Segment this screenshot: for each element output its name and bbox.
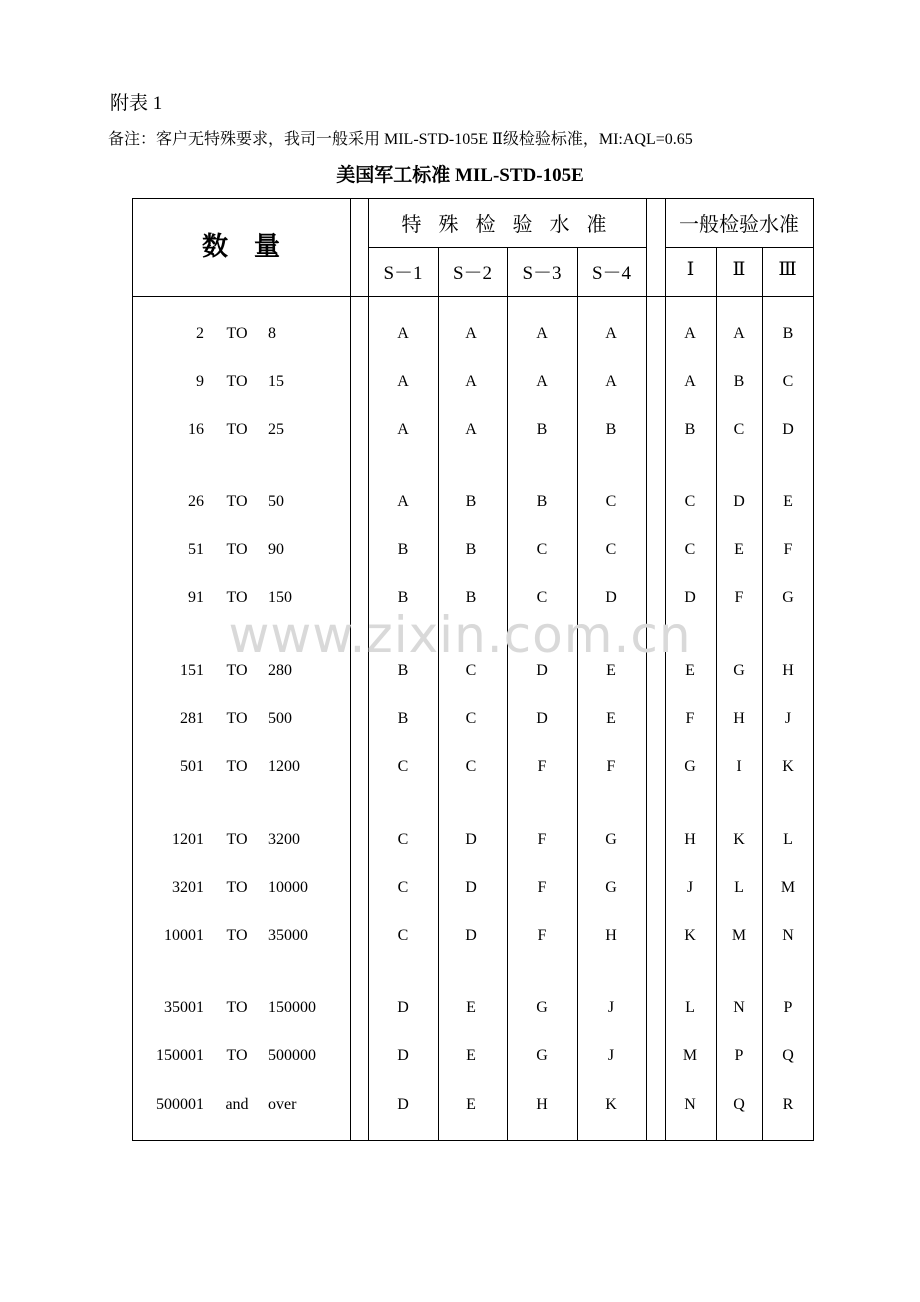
code-letter-cell: K bbox=[684, 927, 696, 944]
quantity-header: 数 量 bbox=[201, 232, 280, 261]
code-letter-cell: A bbox=[397, 325, 409, 342]
code-letter-cell: C bbox=[733, 421, 745, 438]
code-letter-cell: B bbox=[536, 493, 548, 510]
code-letter-cell: I bbox=[736, 758, 742, 775]
code-letter-cell: C bbox=[536, 589, 548, 606]
code-letter-cell: D bbox=[397, 999, 409, 1016]
code-letter-cell: L bbox=[783, 831, 793, 848]
range-to: 500000 bbox=[268, 1047, 316, 1064]
quantity-column-border bbox=[350, 198, 351, 1141]
code-letter-cell: E bbox=[466, 999, 476, 1016]
code-letter-cell: Q bbox=[782, 1047, 794, 1064]
code-letter-cell: D bbox=[782, 421, 794, 438]
code-letter-cell: D bbox=[397, 1047, 409, 1064]
code-letter-cell: E bbox=[783, 493, 793, 510]
range-from: 35001 bbox=[164, 999, 204, 1016]
code-letter-cell: M bbox=[682, 1047, 698, 1064]
code-letter-cell: F bbox=[685, 710, 695, 727]
code-letter-cell: A bbox=[465, 325, 477, 342]
level-header-s2: S－2 bbox=[452, 263, 493, 284]
range-to: 1200 bbox=[268, 758, 300, 775]
code-letter-cell: F bbox=[537, 758, 547, 775]
range-from: 26 bbox=[188, 493, 204, 510]
level-header-general-1: Ⅰ bbox=[686, 259, 695, 280]
code-letter-cell: A bbox=[536, 325, 548, 342]
code-letter-cell: R bbox=[782, 1096, 794, 1113]
code-letter-cell: C bbox=[536, 541, 548, 558]
code-letter-cell: P bbox=[783, 999, 793, 1016]
code-letter-cell: C bbox=[397, 758, 409, 775]
range-from: 16 bbox=[188, 421, 204, 438]
code-letter-cell: P bbox=[734, 1047, 744, 1064]
code-letter-cell: B bbox=[465, 541, 477, 558]
code-letter-cell: D bbox=[536, 662, 548, 679]
code-letter-cell: A bbox=[684, 373, 696, 390]
column-divider bbox=[507, 247, 508, 1141]
appendix-label: 附表 1 bbox=[110, 93, 163, 114]
range-connector: TO bbox=[226, 758, 248, 775]
range-connector: TO bbox=[226, 927, 248, 944]
code-letter-cell: K bbox=[605, 1096, 617, 1113]
range-connector: TO bbox=[226, 421, 248, 438]
general-left-border bbox=[665, 198, 666, 1141]
code-letter-cell: J bbox=[607, 1047, 615, 1064]
code-letter-cell: H bbox=[605, 927, 617, 944]
code-letter-cell: B bbox=[397, 662, 409, 679]
code-letter-cell: C bbox=[782, 373, 794, 390]
code-letter-cell: N bbox=[782, 927, 794, 944]
code-letter-cell: J bbox=[784, 710, 792, 727]
range-to: 35000 bbox=[268, 927, 308, 944]
range-connector: TO bbox=[226, 325, 248, 342]
range-from: 281 bbox=[180, 710, 204, 727]
code-letter-cell: C bbox=[684, 541, 696, 558]
code-letter-cell: D bbox=[605, 589, 617, 606]
range-to: 150 bbox=[268, 589, 292, 606]
level-header-s3: S－3 bbox=[522, 263, 562, 284]
range-to: 25 bbox=[268, 421, 284, 438]
watermark: www.zixin.com.cn bbox=[228, 606, 692, 664]
range-to: 10000 bbox=[268, 879, 308, 896]
range-connector: TO bbox=[226, 999, 248, 1016]
range-connector: TO bbox=[226, 589, 248, 606]
code-letter-cell: F bbox=[734, 589, 744, 606]
range-from: 2 bbox=[196, 325, 204, 342]
code-letter-cell: J bbox=[607, 999, 615, 1016]
code-letter-cell: E bbox=[734, 541, 744, 558]
code-letter-cell: B bbox=[465, 493, 477, 510]
range-from: 3201 bbox=[172, 879, 204, 896]
level-header-general-2: Ⅱ bbox=[732, 259, 746, 280]
column-divider bbox=[438, 247, 439, 1141]
code-letter-cell: H bbox=[684, 831, 696, 848]
range-connector: TO bbox=[226, 541, 248, 558]
general-subheader-border bbox=[665, 247, 814, 248]
code-letter-cell: G bbox=[536, 999, 548, 1016]
range-from: 500001 bbox=[156, 1096, 204, 1113]
code-letter-cell: G bbox=[605, 831, 617, 848]
range-connector: and bbox=[225, 1096, 249, 1113]
code-letter-cell: K bbox=[733, 831, 745, 848]
code-letter-cell: E bbox=[466, 1047, 476, 1064]
code-letter-cell: F bbox=[537, 831, 547, 848]
code-letter-cell: A bbox=[465, 373, 477, 390]
code-letter-cell: H bbox=[536, 1096, 548, 1113]
table-right-border bbox=[813, 198, 814, 1141]
code-letter-cell: H bbox=[733, 710, 745, 727]
code-letter-cell: B bbox=[465, 589, 477, 606]
range-from: 91 bbox=[188, 589, 204, 606]
code-letter-cell: C bbox=[605, 541, 617, 558]
range-from: 9 bbox=[196, 373, 204, 390]
code-letter-cell: H bbox=[782, 662, 794, 679]
code-letter-cell: N bbox=[684, 1096, 696, 1113]
column-divider bbox=[762, 247, 763, 1141]
range-to: 500 bbox=[268, 710, 292, 727]
code-letter-cell: C bbox=[684, 493, 696, 510]
code-letter-cell: C bbox=[397, 927, 409, 944]
code-letter-cell: Q bbox=[733, 1096, 745, 1113]
code-letter-cell: F bbox=[606, 758, 616, 775]
general-level-header: 一般检验水准 bbox=[679, 214, 799, 236]
code-letter-cell: A bbox=[605, 325, 617, 342]
code-letter-cell: F bbox=[537, 927, 547, 944]
table-left-border bbox=[132, 198, 133, 1141]
code-letter-cell: B bbox=[605, 421, 617, 438]
special-level-header: 特 殊 检 验 水 准 bbox=[401, 214, 613, 236]
code-letter-cell: L bbox=[734, 879, 744, 896]
range-to: 50 bbox=[268, 493, 284, 510]
code-letter-cell: D bbox=[465, 879, 477, 896]
code-letter-cell: D bbox=[733, 493, 745, 510]
range-connector: TO bbox=[226, 662, 248, 679]
code-letter-cell: G bbox=[536, 1047, 548, 1064]
code-letter-cell: B bbox=[397, 541, 409, 558]
code-letter-cell: L bbox=[685, 999, 695, 1016]
range-connector: TO bbox=[226, 373, 248, 390]
code-letter-cell: G bbox=[605, 879, 617, 896]
code-letter-cell: C bbox=[465, 758, 477, 775]
range-from: 150001 bbox=[156, 1047, 204, 1064]
range-to: 150000 bbox=[268, 999, 316, 1016]
range-to: over bbox=[268, 1096, 297, 1113]
code-letter-cell: A bbox=[397, 493, 409, 510]
special-left-border bbox=[368, 198, 369, 1141]
header-bottom-border bbox=[132, 296, 814, 297]
code-letter-cell: A bbox=[684, 325, 696, 342]
code-letter-cell: C bbox=[397, 879, 409, 896]
code-letter-cell: D bbox=[465, 831, 477, 848]
code-letter-cell: A bbox=[465, 421, 477, 438]
code-letter-cell: C bbox=[397, 831, 409, 848]
level-header-s1: S－1 bbox=[383, 263, 423, 284]
table-top-border bbox=[132, 198, 814, 199]
code-letter-cell: G bbox=[684, 758, 696, 775]
range-connector: TO bbox=[226, 1047, 248, 1064]
level-header-s4: S－4 bbox=[591, 263, 632, 284]
code-letter-cell: G bbox=[782, 589, 794, 606]
code-letter-cell: C bbox=[465, 710, 477, 727]
code-letter-cell: M bbox=[731, 927, 747, 944]
range-to: 3200 bbox=[268, 831, 300, 848]
special-right-border bbox=[646, 198, 647, 1141]
code-letter-cell: A bbox=[536, 373, 548, 390]
table-title: 美国军工标准 MIL-STD-105E bbox=[336, 165, 584, 186]
range-to: 15 bbox=[268, 373, 284, 390]
code-letter-cell: B bbox=[397, 710, 409, 727]
range-connector: TO bbox=[226, 879, 248, 896]
level-header-general-3: Ⅲ bbox=[778, 259, 797, 280]
table-bottom-border bbox=[132, 1140, 814, 1141]
code-letter-cell: F bbox=[537, 879, 547, 896]
remark-note: 备注：客户无特殊要求，我司一般采用 MIL-STD-105E Ⅱ级检验标准，MI:AQL=0.65 bbox=[108, 131, 693, 148]
range-to: 280 bbox=[268, 662, 292, 679]
code-letter-cell: C bbox=[465, 662, 477, 679]
code-letter-cell: B bbox=[684, 421, 696, 438]
code-letter-cell: K bbox=[782, 758, 794, 775]
code-letter-cell: E bbox=[466, 1096, 476, 1113]
range-from: 1201 bbox=[172, 831, 204, 848]
code-letter-cell: M bbox=[780, 879, 796, 896]
code-letter-cell: E bbox=[606, 710, 616, 727]
column-divider bbox=[577, 247, 578, 1141]
range-from: 10001 bbox=[164, 927, 204, 944]
code-letter-cell: B bbox=[733, 373, 745, 390]
code-letter-cell: A bbox=[733, 325, 745, 342]
code-letter-cell: A bbox=[605, 373, 617, 390]
code-letter-cell: D bbox=[465, 927, 477, 944]
code-letter-cell: D bbox=[536, 710, 548, 727]
code-letter-cell: B bbox=[536, 421, 548, 438]
range-to: 8 bbox=[268, 325, 276, 342]
range-from: 501 bbox=[180, 758, 204, 775]
code-letter-cell: N bbox=[733, 999, 745, 1016]
code-letter-cell: B bbox=[397, 589, 409, 606]
code-letter-cell: D bbox=[397, 1096, 409, 1113]
column-divider bbox=[716, 247, 717, 1141]
code-letter-cell: A bbox=[397, 421, 409, 438]
range-to: 90 bbox=[268, 541, 284, 558]
code-letter-cell: F bbox=[783, 541, 793, 558]
code-letter-cell: J bbox=[686, 879, 694, 896]
range-connector: TO bbox=[226, 493, 248, 510]
code-letter-cell: B bbox=[782, 325, 794, 342]
code-letter-cell: E bbox=[685, 662, 695, 679]
range-connector: TO bbox=[226, 710, 248, 727]
code-letter-cell: A bbox=[397, 373, 409, 390]
code-letter-cell: D bbox=[684, 589, 696, 606]
code-letter-cell: C bbox=[605, 493, 617, 510]
range-connector: TO bbox=[226, 831, 248, 848]
range-from: 51 bbox=[188, 541, 204, 558]
code-letter-cell: G bbox=[733, 662, 745, 679]
range-from: 151 bbox=[180, 662, 204, 679]
code-letter-cell: E bbox=[606, 662, 616, 679]
